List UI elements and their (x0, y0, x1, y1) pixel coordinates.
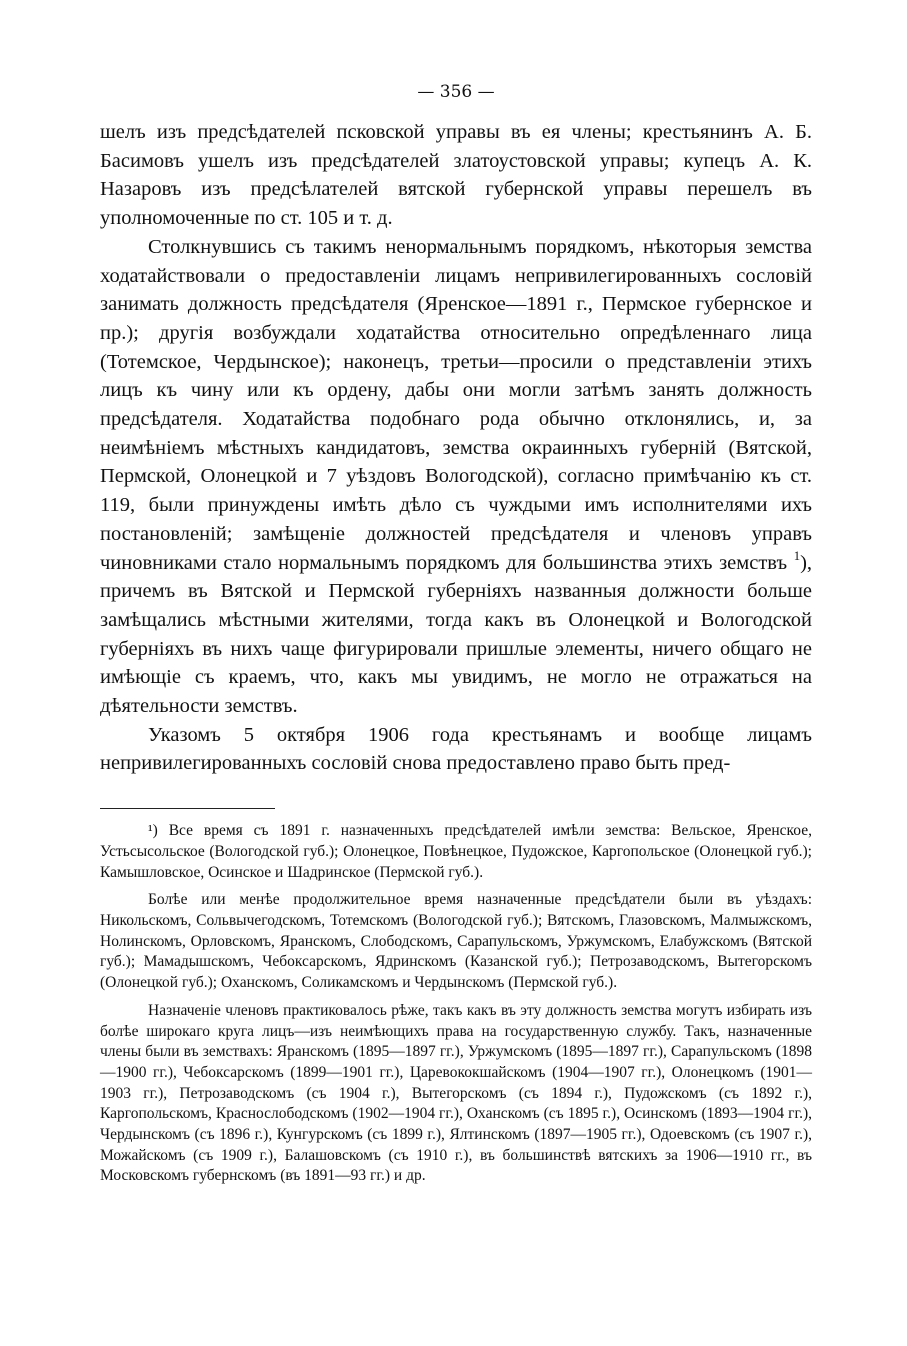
footnote-1: ¹) Все время съ 1891 г. назначенныхъ предсѣдателей имѣли земства: Вельское, Яренское, Устьсысольское (Вологодской губ.); Олонецкое, Повѣнецкое, Пудожское, Каргопольское (Олонецкой губ.); Камышловское, Осинское и Шадринское (Пермской губ.). (100, 822, 812, 881)
paragraph-decree-1906: Указомъ 5 октября 1906 года крестьянамъ и вообще лицамъ непривилегированныхъ сословій снова предоставлено право быть пред- (100, 723, 812, 775)
paragraph-text: Столкнувшись съ такимъ ненормальнымъ порядкомъ, нѣкоторыя земства ходатайствовали о предоставленіи лицамъ непривилегированныхъ сословій занимать должность предсѣдателя (Яренское—1891 г., Пермское губернское и пр.); другія возбуждали ходатайства относительно опредѣленнаго лица (Тотемское, Чердынское); наконецъ, третьи—просили о представленіи этихъ лицъ къ чину или къ ордену, дабы они могли затѣмъ занять должность предсѣдателя. Ходатайства подобнаго рода обычно отклонялись, и, за неимѣніемъ мѣстныхъ кандидатовъ, земства окраинныхъ губерній (Вятской, Пермской, Олонецкой и 7 уѣздовъ Вологодской), согласно примѣчанію къ ст. 119, были принуждены имѣть дѣло съ чуждыми имъ исполнителями ихъ постановленій; замѣщеніе должностей предсѣдателя и членовъ управъ чиновниками стало нормальнымъ порядкомъ для большинства этихъ земствъ (100, 235, 812, 574)
footnote-members-list: Назначеніе членовъ практиковалось рѣже, такъ какъ въ эту должность земства могутъ избирать изъ болѣе широкаго круга лицъ—изъ неимѣющихъ права на государственную службу. Такъ, назначенные члены были въ земствахъ: Яранскомъ (1895—1897 гг.), Уржумскомъ (1895—1897 гг.), Сарапульскомъ (1898—1900 гг.), Чебоксарскомъ (1899—1901 гг.), Царевококшайскомъ (1904—1907 гг.), Олонецкомъ (1901—1903 гг.), Петрозаводскомъ (съ 1904 г.), Вытегорскомъ (съ 1894 г.), Пудожскомъ (съ 1892 г.), Каргопольскомъ, Краснослободскомъ (1902—1904 гг.), Оханскомъ (съ 1895 г.), Осинскомъ (1893—1904 гг.), Чердынскомъ (съ 1896 г.), Кунгурскомъ (съ 1899 г.), Ялтинскомъ (1897—1905 гг.), Одоевскомъ (съ 1907 г.), Можайскомъ (съ 1909 г.), Балашовскомъ (съ 1910 г.), въ большинствѣ вятскихъ за 1906—1910 гг., въ Московскомъ губернскомъ (въ 1891—93 гг.) и др. (100, 1001, 812, 1185)
page-number: — 356 — (417, 82, 495, 102)
paragraph-zemstvo-petitions (100, 233, 812, 721)
main-text (100, 118, 812, 778)
footnote-divider (100, 808, 275, 809)
paragraph-text: ), причемъ въ Вятской и Пермской губерніяхъ названныя должности больше замѣщались мѣстными жителями, тогда какъ въ Олонецкой и Вологодской губерніяхъ въ нихъ чаще фигурировали пришлые элементы, ничего общаго не имѣющіе съ краемъ, что, какъ мы увидимъ, не могло не отражаться на дѣятельности земствъ. (100, 551, 813, 718)
paragraph-continuation: шелъ изъ предсѣдателей псковской управы въ ея члены; крестьянинъ А. Б. Басимовъ ушелъ изъ предсѣдателей златоустовской управы; купецъ А. К. Назаровъ изъ предсѣлателей вятской губернской управы перешелъ въ уполномоченные по ст. 105 и т. д. (100, 121, 812, 230)
book-page (100, 82, 812, 1194)
footnote-reference[interactable]: 1 (793, 548, 801, 563)
footnote-chairmen-list: Болѣе или менѣе продолжительное время назначенные предсѣдатели были въ уѣздахъ: Никольскомъ, Сольвычегодскомъ, Тотемскомъ (Вологодской губ.); Вятскомъ, Глазовскомъ, Малмыжскомъ, Нолинскомъ, Орловскомъ, Яранскомъ, Слободскомъ, Сарапульскомъ, Уржумскомъ, Елабужскомъ (Вятской губ.); Мамадышскомъ, Чебоксарскомъ, Ядринскомъ (Казанской губ.); Петрозаводскомъ, Вытегорскомъ (Олонецкой губ.); Оханскомъ, Соликамскомъ и Чердынскомъ (Пермской губ.). (100, 891, 812, 992)
footnotes (100, 821, 812, 1187)
